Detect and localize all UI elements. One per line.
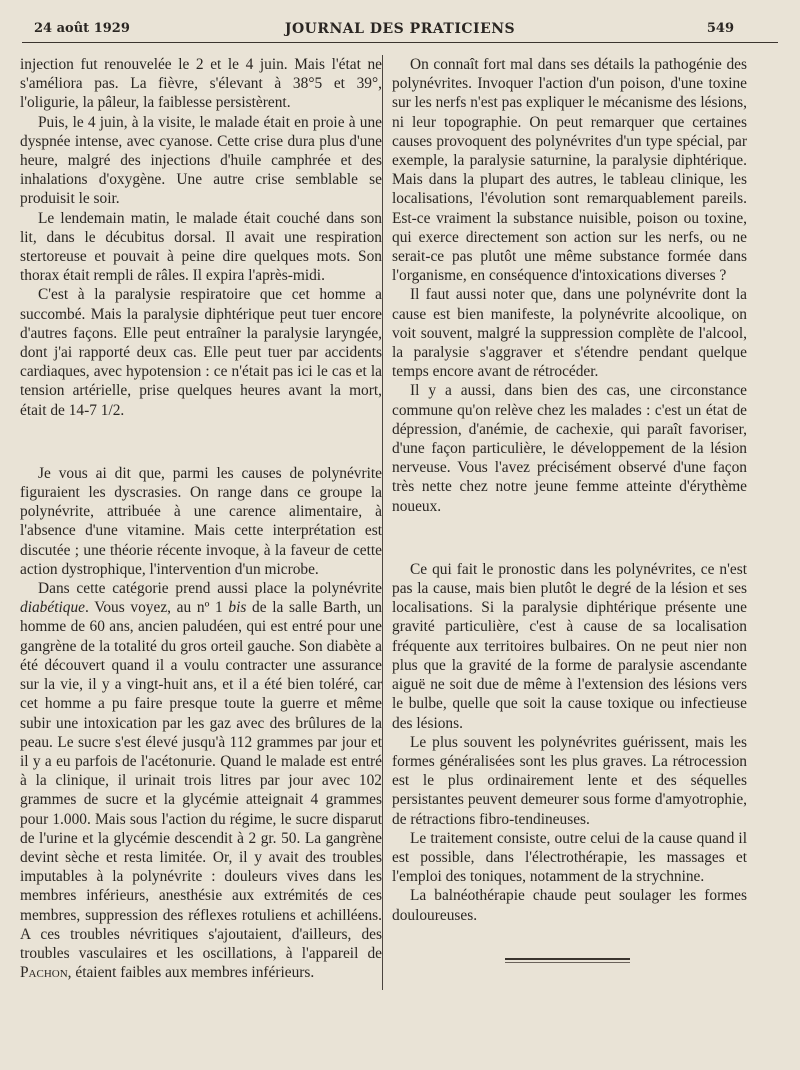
author-name: Pachon <box>20 964 68 982</box>
left-column <box>20 55 382 982</box>
header-date: 24 août 1929 <box>34 21 130 36</box>
section-gap <box>392 516 747 560</box>
right-column <box>392 55 747 925</box>
end-rule-thin <box>505 962 630 963</box>
text-run: de la salle Barth, un homme de 60 ans, ancien paludéen, qui est entré pour une gangrène de la totalité du gros orteil gauche. Son diabète a été découvert quand il a voulu contracter une assurance sur la vie, il y a vingt-huit ans, et il a été bien toléré, car cet homme a pu faire presque toute la guerre et même subir une intoxication par les gaz avec des brûlures de la peau. Le sucre s'est élevé jusqu'à 112 grammes par jour et il y a eu parfois de l'acétonurie. Quand le malade est entré à la clinique, il urinait trois litres par jour avec 102 grammes de sucre et la glycémie atteignait 4 grammes pour 1.000. Mais sous l'action du régime, le sucre disparut de l'urine et la glycémie descendit à 2 gr. 50. La gangrène devint sèche et resta limitée. Or, il y avait des troubles imputables à la polynévrite : douleurs vives dans les membres inférieurs, anesthésie aux extrémités de ces membres, suppression des réflexes rotuliens et achilléens. A ces troubles névritiques s'ajoutaient, d'ailleurs, des troubles vasculaires et les oscillations, à l'appareil de <box>20 599 382 962</box>
italic-term: diabétique <box>20 599 85 617</box>
text-run: . Vous voyez, au nº 1 <box>84 599 229 617</box>
journal-title: JOURNAL DES PRATICIENS <box>284 21 516 37</box>
page-header <box>22 18 778 42</box>
paragraph: Il faut aussi noter que, dans une polynévrite dont la cause est bien manifeste, la polynévrite alcoolique, on voit souvent, malgré la suppression complète de l'alcool, la paralysie s'aggraver et s'étendre pendant quelque temps encore avant de rétrocéder. <box>392 286 747 381</box>
paragraph: injection fut renouvelée le 2 et le 4 juin. Mais l'état ne s'améliora pas. La fièvre, s'élevant à 38°5 et 39°, l'oligurie, la pâleur, la faiblesse persistèrent. <box>20 56 382 112</box>
paragraph: Ce qui fait le pronostic dans les polynévrites, ce n'est pas la cause, mais bien plutôt le degré de la lésion et ses localisations. Si la paralysie diphtérique présente une gravité particulière, c'est à cause de sa localisation fréquente aux territoires bulbaires. On ne peut nier non plus que la gravité de la forme de paralysie ascendante aiguë ne soit due de même à l'extension des lésions vers le bulbe, quelle que soit la cause toxique ou infectieuse des lésions. <box>392 560 747 732</box>
page-number: 549 <box>706 21 734 36</box>
italic-term: bis <box>228 599 247 617</box>
paragraph: On connaît fort mal dans ses détails la pathogénie des polynévrites. Invoquer l'action d'un poison, d'une toxine sur les nerfs n'est pas expliquer le mécanisme des lésions, ni leur topographie. On peut remarquer que certaines causes provoquent des polynévrites d'un type spécial, par exemple, la paralysie saturnine, la paralysie diphtérique. Mais dans la plupart des autres, le tableau clinique, les localisations, l'évolution sont remarquablement pareils. Est-ce vraiment la substance nuisible, poison ou toxine, qui exerce directement son action sur les nerfs, ou ne serait-ce pas plutôt une même substance formée dans l'organisme, en conséquence d'intoxications diverses ? <box>392 56 747 285</box>
paragraph: Il y a aussi, dans bien des cas, une circonstance commune qu'on relève chez les malades : c'est un état de dépression, d'anémie, de cachexie, qui paraît favoriser, d'une façon particulière, le développement de la lésion nerveuse. Vous l'avez précisément observé d'une façon très nette chez notre jeune femme atteinte d'érythème noueux. <box>392 382 747 515</box>
text-run: , étaient faibles aux membres inférieurs. <box>67 964 315 982</box>
paragraph-diabetic <box>20 579 382 982</box>
text-run: Dans cette catégorie prend aussi place la polynévrite <box>38 580 382 598</box>
header-rule <box>22 42 778 43</box>
paragraph: Puis, le 4 juin, à la visite, le malade était en proie à une dyspnée intense, avec cyanose. Cette crise dura plus d'une heure, malgré des injections d'huile camphrée et des inhalations d'oxygène. Une autre crise semblable se produisit le soir. <box>20 113 382 208</box>
end-rule <box>505 958 630 960</box>
paragraph: Le lendemain matin, le malade était couché dans son lit, dans le décubitus dorsal. Il avait une respiration stertoreuse et pouvait à peine dire quelques mots. Son thorax était rempli de râles. Il expira l'après-midi. <box>20 209 382 285</box>
paragraph: Le plus souvent les polynévrites guérissent, mais les formes généralisées sont les plus graves. La rétrocession est le plus ordinairement lente et des séquelles persistantes peuvent demeurer sous forme d'amyotrophie, de rétractions fibro-tendineuses. <box>392 733 747 828</box>
paragraph: Je vous ai dit que, parmi les causes de polynévrite figuraient les dyscrasies. On range dans ce groupe la polynévrite, attribuée à une carence alimentaire, à l'absence d'une vitamine. Mais cette interprétation est discutée ; une théorie récente invoque, à la faveur de cette action dystrophique, l'intervention d'un microbe. <box>20 464 382 578</box>
paragraph: C'est à la paralysie respiratoire que cet homme a succombé. Mais la paralysie diphtérique peut tuer encore d'autres façons. Elle peut entraîner la paralysie laryngée, dont j'ai rapporté deux cas. Elle peut tuer par accidents cardiaques, avec hypotension : ce n'était pas ici le cas et la tension artérielle, prise quelques heures avant la mort, était de 14-7 1/2. <box>20 286 382 419</box>
column-divider <box>382 55 383 990</box>
section-gap <box>20 420 382 464</box>
paragraph: Le traitement consiste, outre celui de la cause quand il est possible, dans l'électrothérapie, les massages et l'emploi des toniques, notamment de la strychnine. <box>392 829 747 886</box>
paragraph: La balnéothérapie chaude peut soulager les formes douloureuses. <box>392 887 747 924</box>
